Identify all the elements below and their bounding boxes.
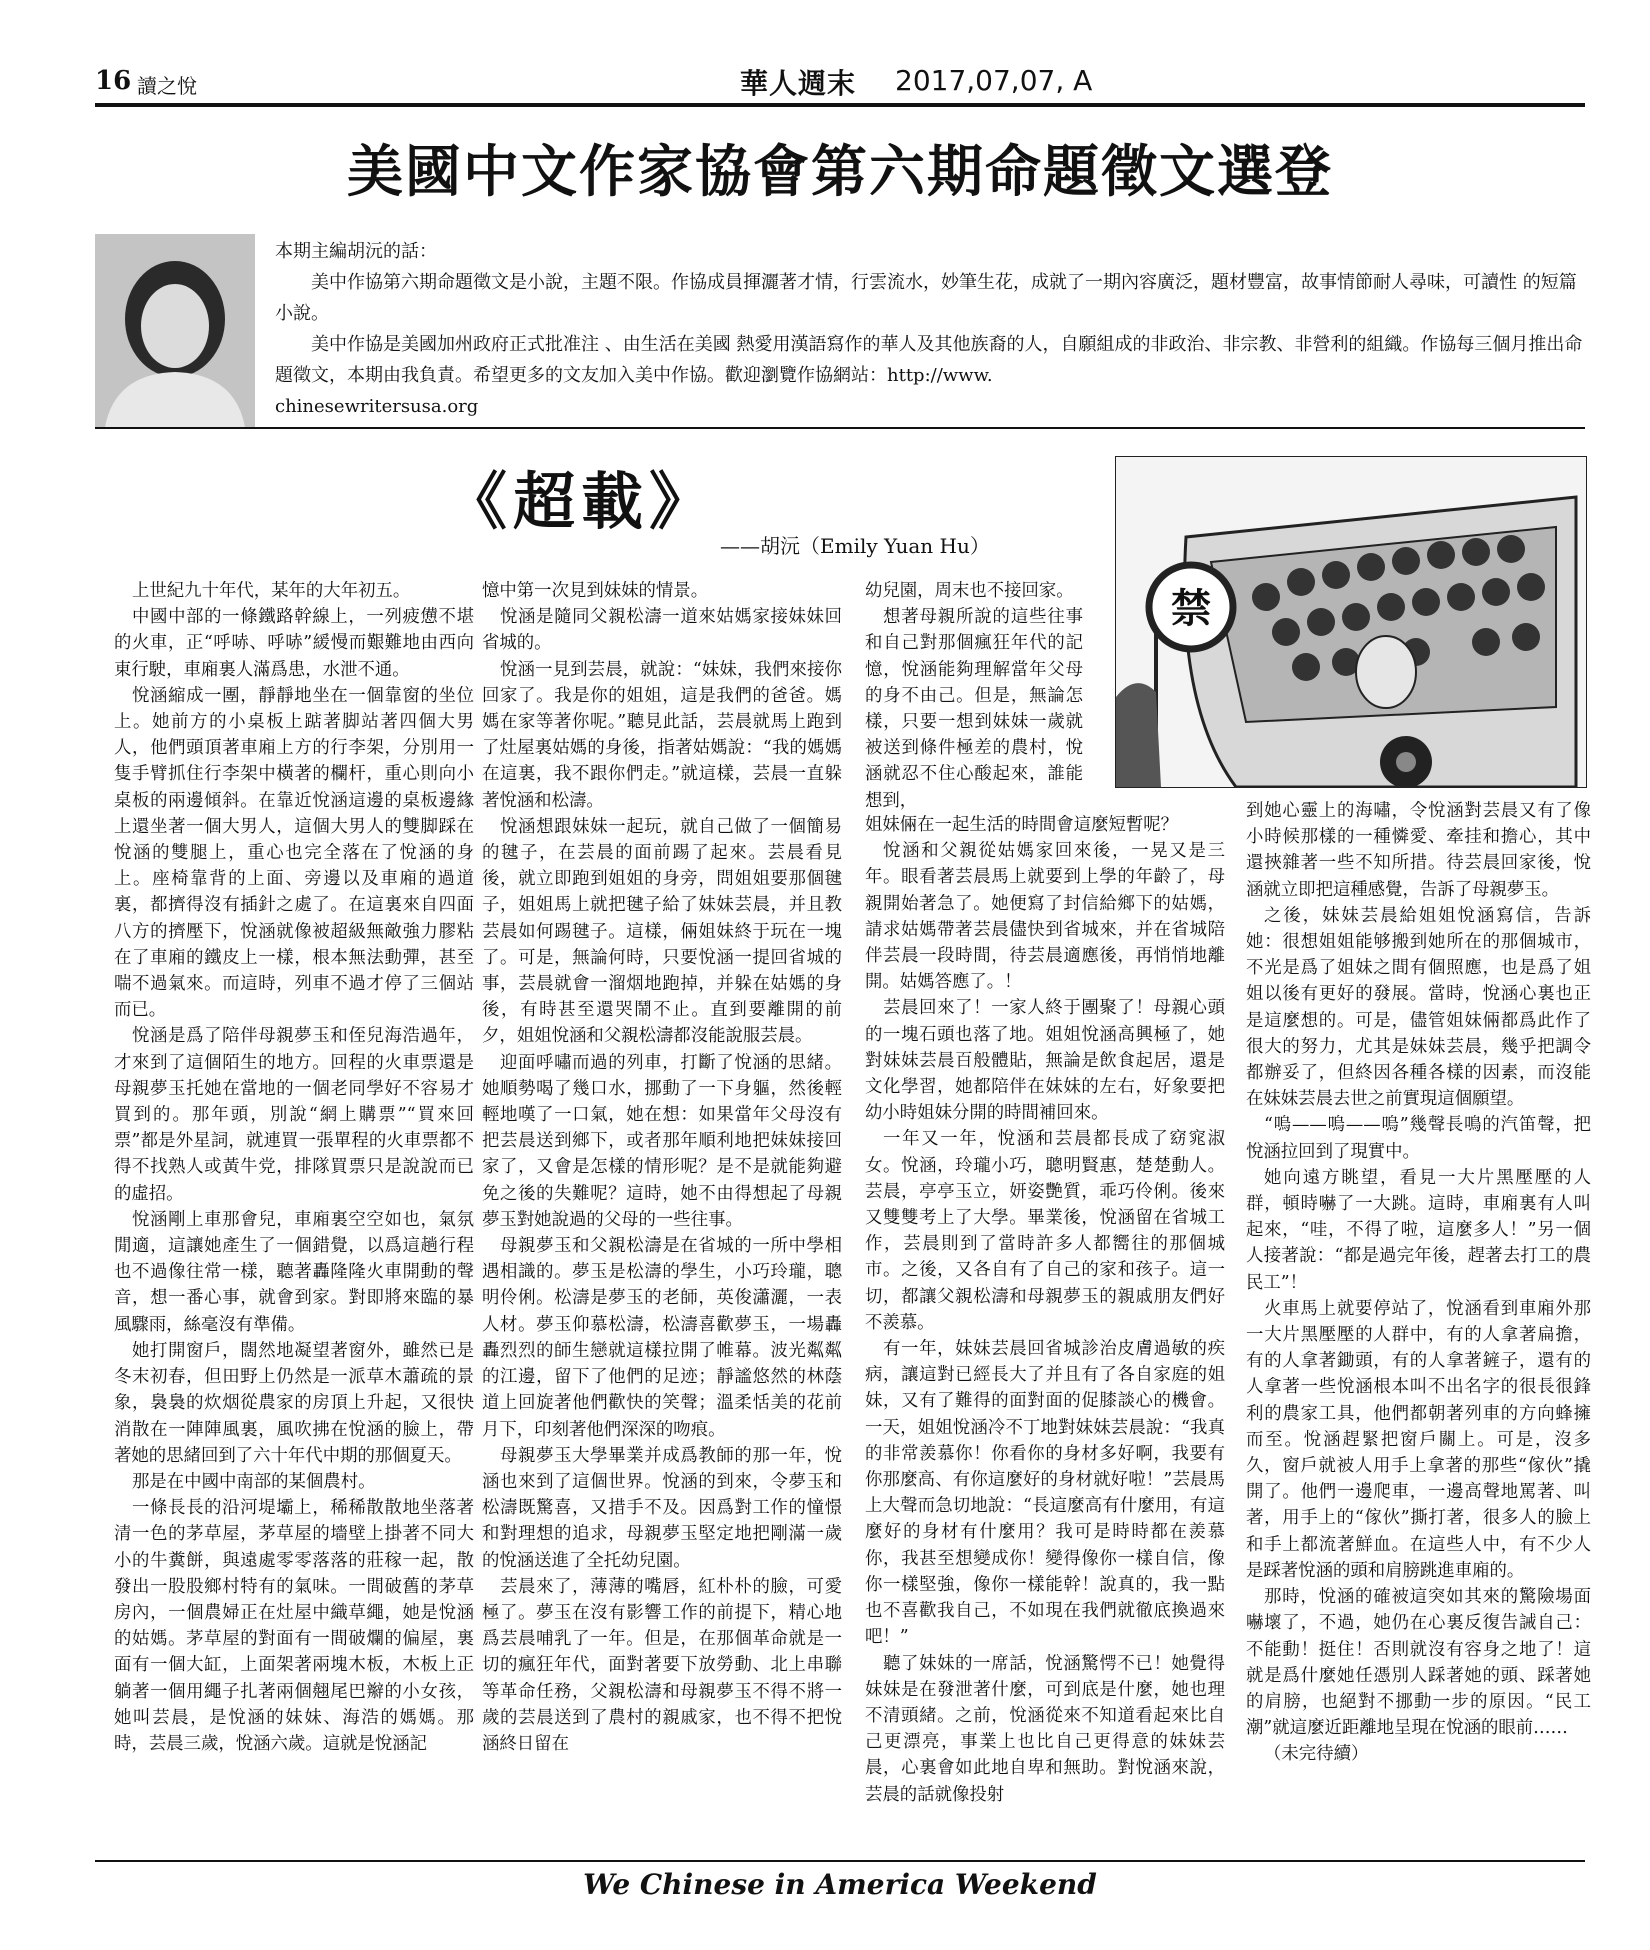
story-paragraph: 那時，悅涵的確被這突如其來的驚險場面嚇壞了，不過，她仍在心裏反復告誡自己：不能動！挺住！否則就沒有容身之地了！這就是爲什麼她任憑別人踩著她的頭、踩著她的肩膀，也絕對不挪動一步的原因。“民工潮”就這麼近距離地呈現在悅涵的眼前…… — [1246, 1587, 1591, 1739]
story-paragraph: 她打開窗戶，闊然地凝望著窗外，雖然已是冬末初春，但田野上仍然是一派草木蕭疏的景象，裊裊的炊烟從農家的房頂上升起，又很快消散在一陣陣風裏，風吹拂在悅涵的臉上，帶著她的思緒回到了六十年代中期的那個夏天。 — [114, 1340, 474, 1466]
footer-rule — [95, 1860, 1585, 1862]
page-number: 16 — [95, 66, 132, 96]
story-paragraph: 悅涵一見到芸晨，就說：“妹妹，我們來接你回家了。我是你的姐姐，這是我們的爸爸。媽媽在家等著你呢。”聽見此話，芸晨就馬上跑到了灶屋裏姑媽的身後，指著姑媽說：“我的媽媽在這裏，我不跟你們走。”就這樣，芸晨一直躲著悅涵和松濤。 — [482, 659, 842, 811]
story-paragraph: 想著母親所說的這些往事和自己對那個瘋狂年代的記憶，悅涵能夠理解當年父母的身不由己。但是，無論怎樣，只要一想到妹妹一歲就被送到條件極差的農村，悅涵就忍不住心酸起來，誰能想到， — [865, 607, 1083, 811]
story-paragraph: 有一年，妹妹芸晨回省城診治皮膚過敏的疾病，讓這對已經長大了并且有了各自家庭的姐妹，又有了難得的面對面的促膝談心的機會。一天，姐姐悅涵冷不丁地對妹妹芸晨說：“我真的非常羨慕你！你看你的身材多好啊，我要有你那麼高、有你這麼好的身材就好啦！”芸晨馬上大聲而急切地說：“長這麼高有什麼用，有這麼好的身材有什麼用？我可是時時都在羨慕你，我甚至想變成你！變得像你一樣自信，像你一樣堅強，像你一樣能幹！說真的，我一點也不喜歡我自己，不如現在我們就徹底換過來吧！” — [865, 1339, 1225, 1648]
story-paragraph: 母親夢玉和父親松濤是在省城的一所中學相遇相識的。夢玉是松濤的學生，小巧玲瓏，聰明伶俐。松濤是夢玉的老師，英俊瀟灑，一表人材。夢玉仰慕松濤，松濤喜歡夢玉，一場轟轟烈烈的師生戀就這樣拉開了帷幕。波光粼粼的江邊，留下了他們的足迹；靜謐悠然的林蔭道上回旋著他們歡快的笑聲；溫柔恬美的花前月下，印刻著他們深深的吻痕。 — [482, 1236, 842, 1440]
story-paragraph: 迎面呼嘯而過的列車，打斷了悅涵的思緒。她順勢喝了幾口水，挪動了一下身軀，然後輕輕地嘆了一口氣，她在想：如果當年父母沒有把芸晨送到鄉下，或者那年順利地把妹妹接回家了，又會是怎樣的情形呢？是不是就能夠避免之後的失難呢？這時，她不由得想起了母親夢玉對她說過的父母的一些往事。 — [482, 1052, 842, 1230]
issue-date: 2017,07,07, A — [895, 64, 1093, 97]
text-column-1 — [114, 578, 474, 1757]
story-paragraph: 悅涵想跟妹妹一起玩，就自己做了一個簡易的毽子，在芸晨的面前踢了起來。芸晨看見後，就立即跑到姐姐的身旁，問姐姐要那個毽子，姐姐馬上就把毽子給了妹妹芸晨，并且教芸晨如何踢毽子。這樣，倆姐妹終于玩在一塊了。可是，無論何時，只要悅涵一提回省城的事，芸晨就會一溜烟地跑掉，并躲在姑媽的身後，有時甚至還哭鬧不止。直到要離開的前夕，姐姐悅涵和父親松濤都沒能說服芸晨。 — [482, 816, 842, 1047]
story-paragraph: 悅涵是隨同父親松濤一道來姑媽家接妹妹回省城的。 — [482, 607, 842, 654]
text-column-4 — [1246, 798, 1591, 1768]
section-name: 讀之悅 — [137, 74, 197, 98]
header-rule — [95, 103, 1585, 107]
story-paragraph: “嗚——嗚——嗚”幾聲長鳴的汽笛聲，把悅涵拉回到了現實中。 — [1246, 1115, 1591, 1162]
story-paragraph: 悅涵是爲了陪伴母親夢玉和侄兒海浩過年，才來到了這個陌生的地方。回程的火車票還是母親夢玉托她在當地的一個老同學好不容易才買到的。那年頭，別說“網上購票”“買來回票”都是外星詞，就連買一張單程的火車票都不得不找熟人或黃牛党，排隊買票只是說說而已的虛招。 — [114, 1026, 474, 1204]
story-paragraph: 一條長長的沿河堤壩上，稀稀散散地坐落著清一色的茅草屋，茅草屋的墻壁上掛著不同大小的牛糞餅，與遠處零零落落的莊稼一起，散發出一股股鄉村特有的氣味。一間破舊的茅草房內，一個農婦正在灶屋中織草繩，她是悅涵的姑媽。茅草屋的對面有一間破爛的偏屋，裏面有一個大缸，上面架著兩塊木板，木板上正躺著一個用繩子扎著兩個翹尾巴辮的小女孩，她叫芸晨，是悅涵的妹妹、海浩的媽媽。那時，芸晨三歲，悅涵六歲。這就是悅涵記 — [114, 1498, 474, 1754]
text-column-2 — [482, 578, 842, 1757]
story-paragraph: 芸晨來了，薄薄的嘴唇，紅朴朴的臉，可愛極了。夢玉在沒有影響工作的前提下，精心地爲芸晨哺乳了一年。但是，在那個革命就是一切的瘋狂年代，面對著要下放勞動、北上串聯等革命任務，父親松濤和母親夢玉不得不將一歲的芸晨送到了農村的親戚家，也不得不把悅涵終日留在 — [482, 1576, 842, 1754]
story-paragraph: 火車馬上就要停站了，悅涵看到車廂外那一大片黑壓壓的人群中，有的人拿著扁擔，有的人拿著鋤頭，有的人拿著鏟子，還有的人拿著一些悅涵根本叫不出名字的很長很鋒利的農家工具，他們都朝著列車的方向蜂擁而至。悅涵趕緊把窗戶關上。可是，沒多久，窗戶就被人用手上拿著的那些“傢伙”撬開了。他們一邊爬車，一邊高聲地罵著、叫著，用手上的“傢伙”撕打著，很多人的臉上和手上都流著鮮血。在這些人中，有不少人是踩著悅涵的頭和肩膀跳進車廂的。 — [1246, 1298, 1591, 1581]
story-paragraph: 姐妹倆在一起生活的時間會這麼短暫呢？ — [865, 815, 1179, 835]
page-header — [95, 62, 1585, 102]
story-paragraph: 中國中部的一條鐵路幹線上，一列疲憊不堪的火車，正“呼哧、呼哧”緩慢而艱難地由西向東行駛，車廂裏人滿爲患，水泄不通。 — [114, 607, 474, 680]
page-headline: 美國中文作家協會第六期命題徵文選登 — [347, 140, 1333, 205]
prohibition-sign: 禁 — [1171, 586, 1211, 632]
story-title: 《超載》 — [445, 465, 718, 538]
story-paragraph: 她向遠方眺望，看見一大片黑壓壓的人群，頓時嚇了一大跳。這時，車廂裏有人叫起來，“哇，不得了啦，這麼多人！”另一個人接著說：“都是過完年後，趕著去打工的農民工”！ — [1246, 1167, 1591, 1293]
story-paragraph: 母親夢玉大學畢業并成爲教師的那一年，悅涵也來到了這個世界。悅涵的到來，令夢玉和松濤既驚喜，又措手不及。因爲對工作的憧憬和對理想的追求，母親夢玉堅定地把剛滿一歲的悅涵送進了全托幼兒園。 — [482, 1445, 842, 1571]
story-paragraph: 芸晨回來了！一家人終于團聚了！母親心頭的一塊石頭也落了地。姐姐悅涵高興極了，她對妹妹芸晨百般體貼，無論是飲食起居，還是文化學習，她都陪伴在妹妹的左右，好象要把幼小時姐妹分開的時間補回來。 — [865, 998, 1225, 1124]
story-paragraph: 悅涵剛上車那會兒，車廂裏空空如也，氣氛閒適，這讓她產生了一個錯覺，以爲這趟行程也不過像往常一樣，聽著轟隆隆火車開動的聲音，想一番心事，就會到家。對即將來臨的暴風驟雨，絲毫沒有準備。 — [114, 1209, 474, 1335]
story-paragraph: 悅涵縮成一團，靜靜地坐在一個靠窗的坐位上。她前方的小桌板上踮著脚站著四個大男人，他們頭頂著車廂上方的行李架，分別用一隻手臂抓住行李架中橫著的欄杆，重心則向小桌板的兩邊傾斜。在靠近悅涵這邊的桌板邊緣上還坐著一個大男人，這個大男人的雙脚踩在悅涵的雙腿上，重心也完全落在了悅涵的身上。座椅靠背的上面、旁邊以及車廂的過道裏，都擠得沒有插針之處了。在這裏來自四面八方的擠壓下，悅涵就像被超級無敵強力膠粘在了車廂的鐵皮上一樣，根本無法動彈，甚至喘不過氣來。而這時，列車不過才停了三個站而已。 — [114, 685, 474, 1021]
editor-note-heading: 本期主編胡沅的話： — [275, 241, 437, 262]
to-be-continued: （未完待續） — [1264, 1744, 1369, 1765]
story-byline: ——胡沅（Emily Yuan Hu） — [720, 534, 990, 558]
footer-masthead: We Chinese in America Weekend — [583, 1868, 1097, 1901]
story-paragraph: 上世紀九十年代，某年的大年初五。 — [132, 581, 411, 601]
section-divider — [95, 427, 1585, 429]
story-paragraph: 一年又一年，悅涵和芸晨都長成了窈窕淑女。悅涵，玲瓏小巧，聰明賢惠，楚楚動人。芸晨，亭亭玉立，妍姿艷質，乖巧伶俐。後來又雙雙考上了大學。畢業後，悅涵留在省城工作，芸晨則到了當時許多人都嚮往的那個城市。之後，又各自有了自己的家和孩子。這一切，都讓父親松濤和母親夢玉的親戚朋友們好不羨慕。 — [865, 1129, 1225, 1333]
masthead: 華人週末 — [740, 67, 857, 100]
text-column-3 — [865, 812, 1225, 1808]
bus-illustration — [1115, 456, 1587, 788]
website-link[interactable]: chinesewritersusa.org — [275, 396, 479, 417]
editor-note-paragraph: 美中作協是美國加州政府正式批准注 、由生活在美國 熱愛用漢語寫作的華人及其他族裔的人，自願組成的非政治、非宗教、非營利的組織。作協每三個月推出命題徵文，本期由我負責。希望更多的文友加入美中作協。歡迎瀏覽作協網站：http://www. — [275, 334, 1583, 386]
story-paragraph: 憶中第一次見到妹妹的情景。 — [482, 581, 709, 601]
editor-photo — [95, 234, 255, 427]
story-paragraph: 到她心靈上的海嘯，令悅涵對芸晨又有了像小時候那樣的一種憐愛、牽挂和擔心，其中還挾雜著一些不知所措。待芸晨回家後，悅涵就立即把這種感覺，告訴了母親夢玉。 — [1246, 801, 1591, 900]
story-paragraph: 聽了妹妹的一席話，悅涵驚愕不已！她覺得妹妹是在發泄著什麼，可到底是什麼，她也理不清頭緒。之前，悅涵從來不知道看起來比自己更漂亮，事業上也比自己更得意的妹妹芸晨，心裏會如此地自卑和無助。對悅涵來說，芸晨的話就像投射 — [865, 1653, 1225, 1805]
editor-note-paragraph: 美中作協第六期命題徵文是小說，主題不限。作協成員揮灑著才情，行雲流水，妙筆生花，成就了一期內容廣泛，題材豐富，故事情節耐人尋味，可讀性 的短篇小說。 — [275, 272, 1577, 324]
story-paragraph: 幼兒園，周末也不接回家。 — [865, 581, 1074, 601]
story-paragraph: 之後，妹妹芸晨給姐姐悅涵寫信，告訴她：很想姐姐能够搬到她所在的那個城市，不光是爲了姐妹之間有個照應，也是爲了姐姐以後有更好的發展。當時，悅涵心裏也正是這麼想的。可是，儘管姐妹倆都爲此作了很大的努力，尤其是妹妹芸晨，幾乎把調令都辦妥了，但終因各種各樣的因素，而沒能在妹妹芸晨去世之前實現這個願望。 — [1246, 905, 1591, 1110]
story-paragraph: 悅涵和父親從姑媽家回來後，一晃又是三年。眼看著芸晨馬上就要到上學的年齡了，母親開始著急了。她便寫了封信給鄉下的姑媽，請求姑媽帶著芸晨儘快到省城來，并在省城陪伴芸晨一段時間，待芸晨適應後，再悄悄地離開。姑媽答應了。！ — [865, 841, 1225, 993]
story-paragraph: 那是在中國中南部的某個農村。 — [132, 1471, 376, 1492]
text-column-3-top — [865, 578, 1083, 814]
editor-note — [275, 236, 1590, 422]
